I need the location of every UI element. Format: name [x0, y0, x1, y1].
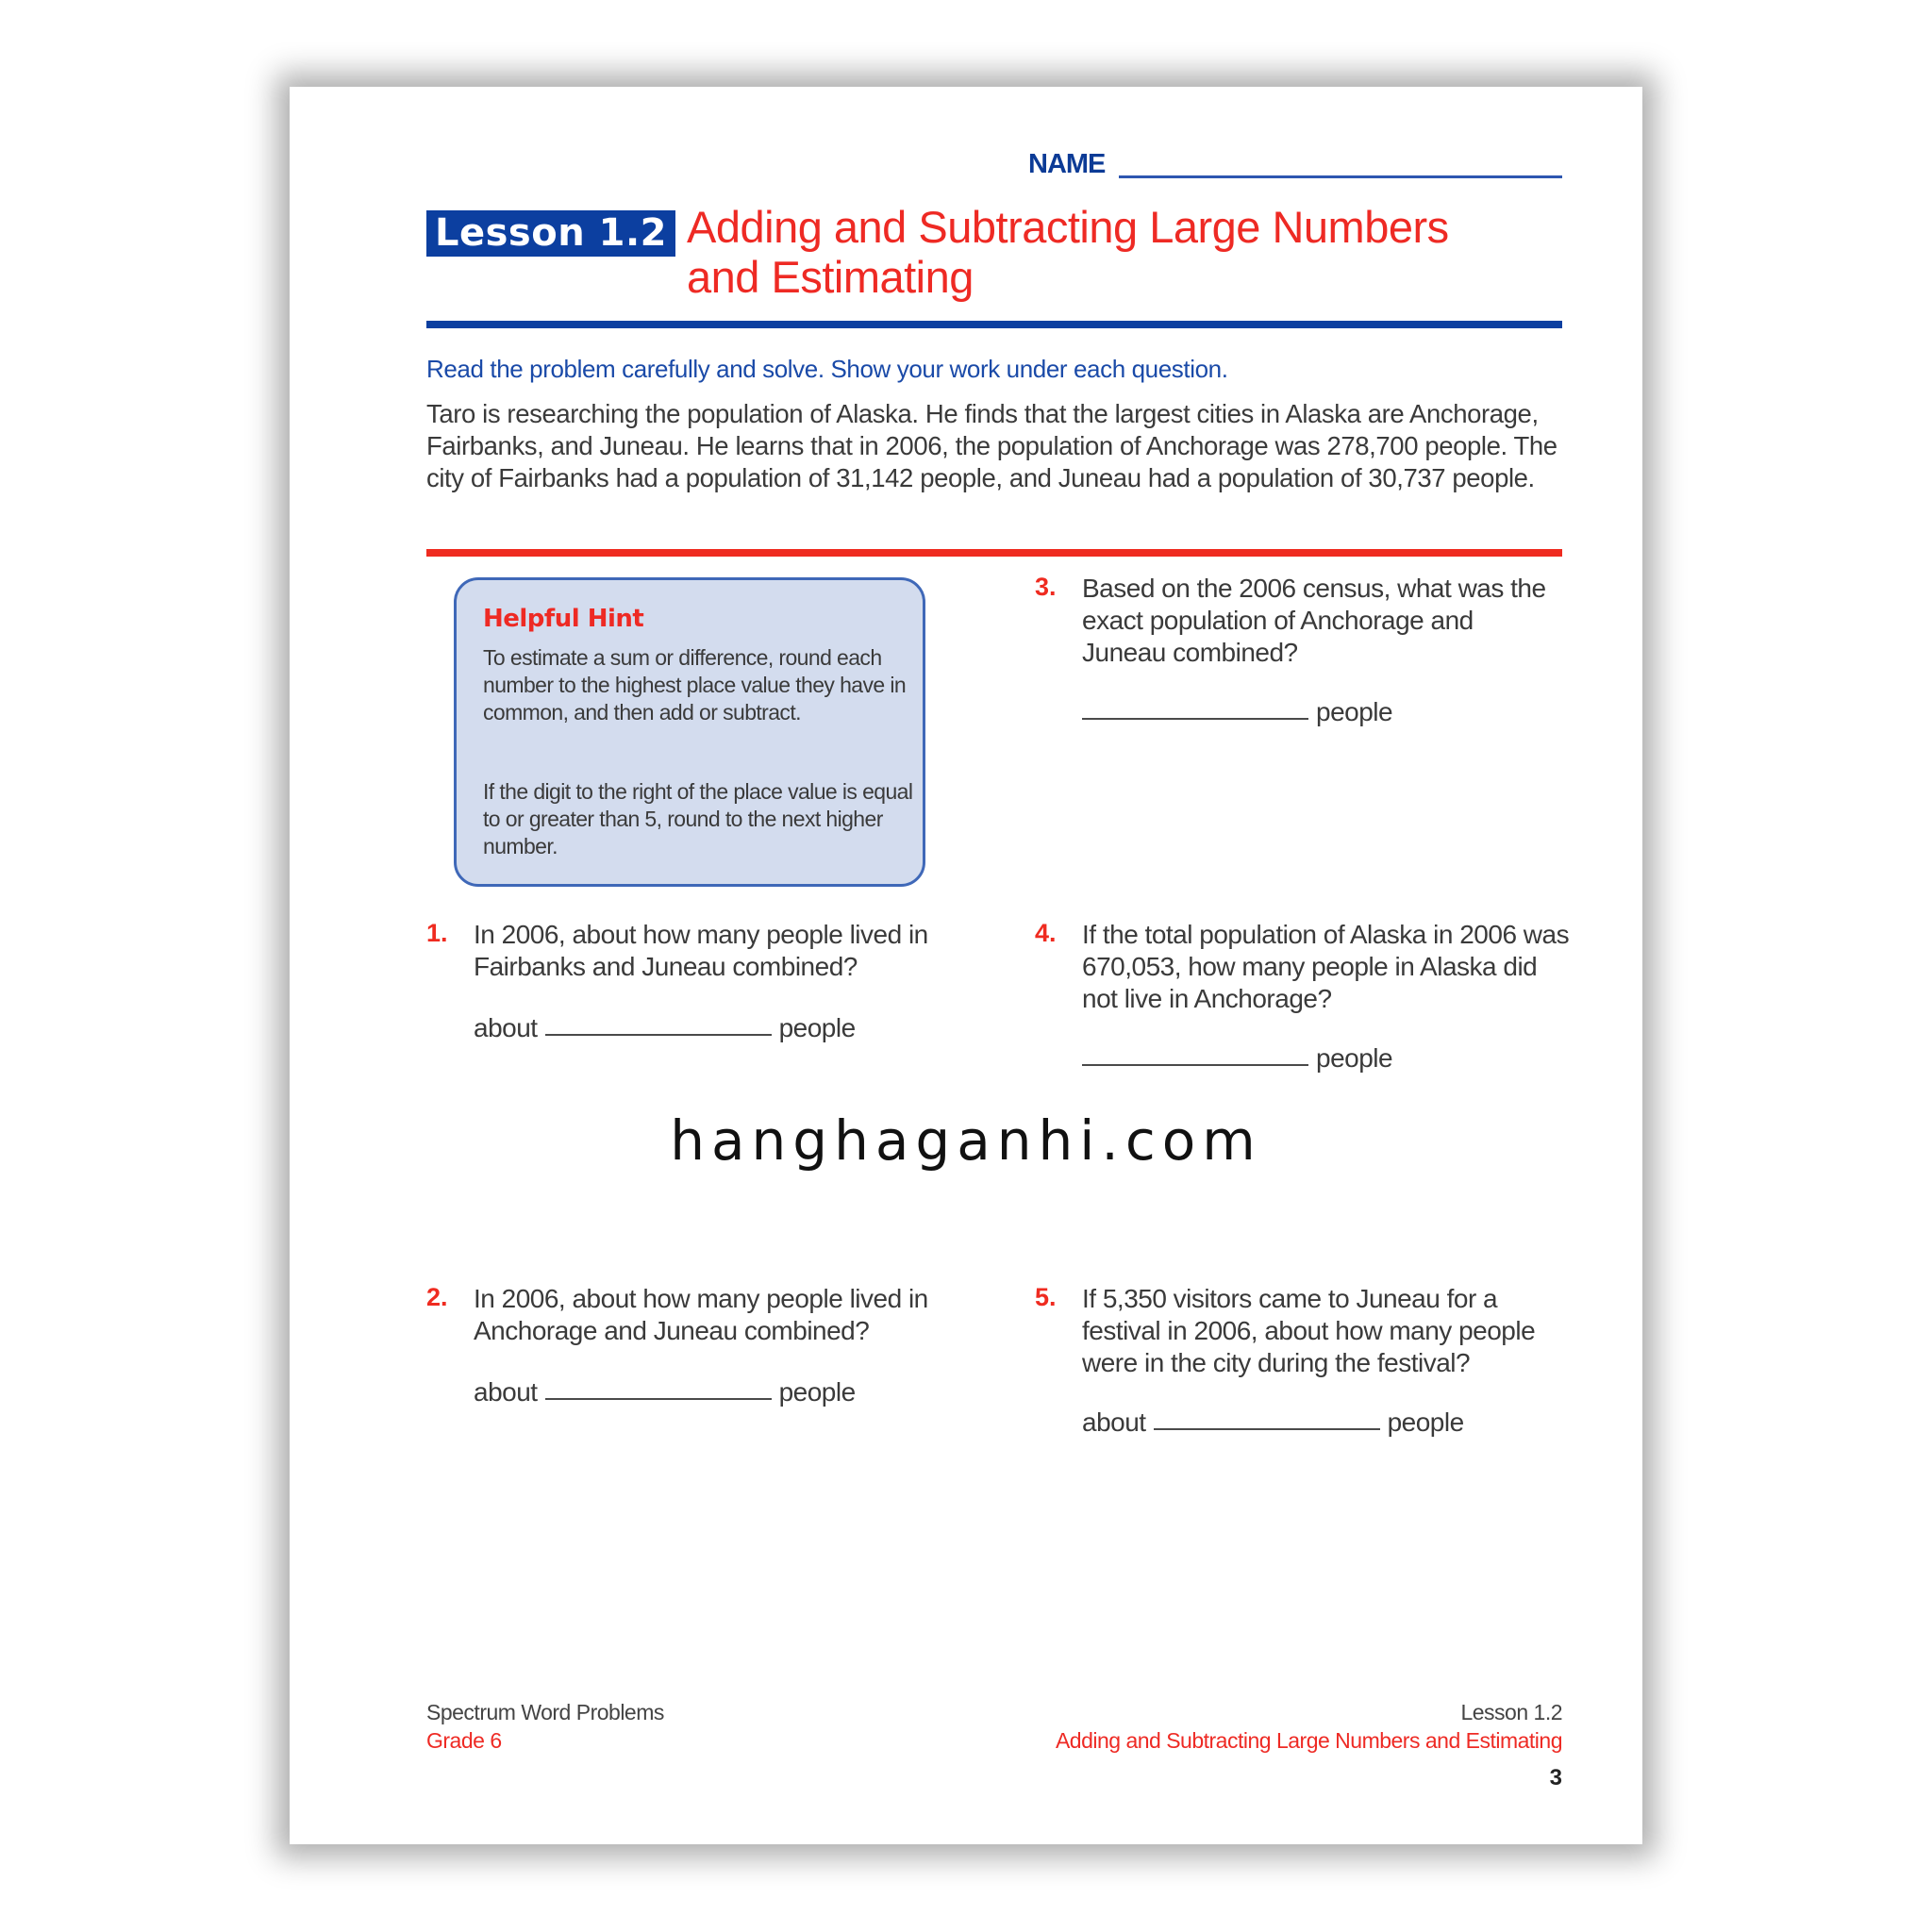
question-number: 3. — [1035, 573, 1057, 601]
lesson-badge: Lesson 1.2 — [426, 210, 675, 257]
question-4 — [1035, 919, 1570, 1079]
footer-left — [426, 1698, 664, 1755]
question-text: Based on the 2006 census, what was the exact population of Anchorage and Juneau combined? — [1082, 574, 1546, 667]
footer-book-title: Spectrum Word Problems — [426, 1700, 664, 1724]
question-number: 4. — [1035, 919, 1057, 947]
answer-line — [1082, 697, 1392, 727]
page-number: 3 — [1549, 1765, 1562, 1790]
question-text: If 5,350 visitors came to Juneau for a festival in 2006, about how many people were in the city during the festival? — [1082, 1284, 1536, 1377]
question-text: In 2006, about how many people lived in Anchorage and Juneau combined? — [474, 1284, 928, 1345]
question-1 — [426, 919, 955, 1051]
question-text: If the total population of Alaska in 2006 was 670,053, how many people in Alaska did not live in Anchorage? — [1082, 920, 1570, 1013]
lesson-title — [687, 202, 1536, 302]
answer-suffix: people — [1316, 697, 1393, 726]
name-line[interactable] — [1119, 175, 1562, 178]
answer-suffix: people — [1316, 1043, 1393, 1073]
lesson-title-line2: and Estimating — [687, 252, 974, 302]
answer-suffix: people — [778, 1377, 856, 1407]
answer-blank[interactable] — [1082, 718, 1308, 720]
answer-prefix: about — [1082, 1407, 1146, 1437]
answer-blank[interactable] — [1082, 1064, 1308, 1066]
name-label: NAME — [1028, 149, 1106, 179]
answer-suffix: people — [778, 1013, 856, 1042]
question-number: 5. — [1035, 1283, 1057, 1311]
answer-blank[interactable] — [1154, 1428, 1380, 1430]
instructions: Read the problem carefully and solve. Show your work under each question. — [426, 355, 1228, 383]
red-divider — [426, 549, 1562, 557]
helpful-hint-box — [454, 577, 925, 887]
question-number: 1. — [426, 919, 448, 947]
question-text: In 2006, about how many people lived in Fairbanks and Juneau combined? — [474, 920, 928, 981]
question-number: 2. — [426, 1283, 448, 1311]
question-5 — [1035, 1283, 1563, 1443]
answer-prefix: about — [474, 1013, 538, 1042]
answer-line — [1082, 1043, 1392, 1074]
footer-grade: Grade 6 — [426, 1728, 502, 1753]
question-3 — [1035, 573, 1563, 733]
name-field[interactable] — [1028, 149, 1562, 183]
lesson-title-line1: Adding and Subtracting Large Numbers — [687, 202, 1449, 252]
question-2 — [426, 1283, 955, 1415]
hint-paragraph-1: To estimate a sum or difference, round each number to the highest place value they have in common, and then add or subtract. — [483, 645, 907, 724]
answer-line — [1082, 1407, 1464, 1438]
footer-lesson-title: Adding and Subtracting Large Numbers and Estimating — [1055, 1728, 1562, 1753]
hint-paragraph-2: If the digit to the right of the place value is equal to or greater than 5, round to the next higher number. — [483, 779, 913, 858]
footer-lesson: Lesson 1.2 — [1460, 1700, 1562, 1724]
answer-line — [474, 1377, 856, 1407]
hint-title: Helpful Hint — [483, 605, 644, 633]
blue-divider — [426, 321, 1562, 328]
answer-line — [474, 1013, 856, 1043]
answer-blank[interactable] — [545, 1034, 772, 1036]
answer-prefix: about — [474, 1377, 538, 1407]
problem-passage: Taro is researching the population of Alaska. He finds that the largest cities in Alaska are Anchorage, Fairbanks, and Juneau. He learns that in 2006, the population of Anchorage was 278,700 people. The city of Fairbanks had a population of 31,142 people, and Juneau had a population of 30,737 people. — [426, 399, 1557, 492]
watermark: hanghaganhi.com — [670, 1108, 1262, 1173]
answer-blank[interactable] — [545, 1398, 772, 1400]
answer-suffix: people — [1387, 1407, 1464, 1437]
footer-right — [996, 1698, 1562, 1755]
